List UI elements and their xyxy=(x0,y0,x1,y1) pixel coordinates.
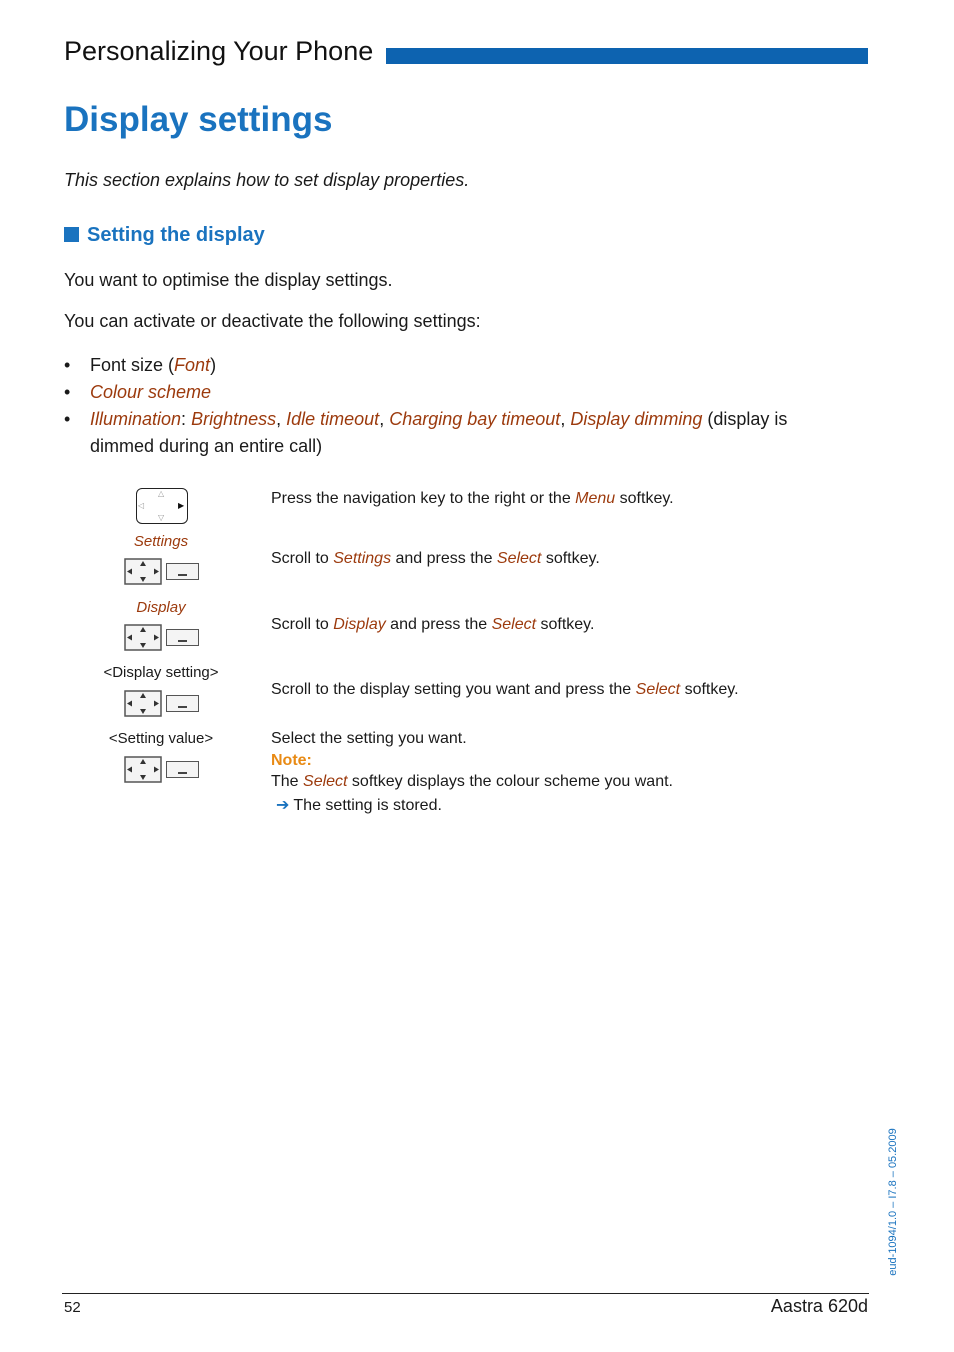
nav-softkey-pair xyxy=(124,624,200,651)
term-settings: Settings xyxy=(333,550,392,567)
navigation-cross-icon xyxy=(124,558,162,585)
product-name: Aastra 620d xyxy=(770,1296,868,1316)
page-title: Display settings xyxy=(64,100,333,139)
nav-softkey-pair xyxy=(124,690,200,717)
term-select: Select xyxy=(303,773,348,790)
nav-softkey-pair xyxy=(124,756,200,783)
term-charging-bay-timeout: Charging bay timeout xyxy=(389,409,561,429)
footer-divider xyxy=(62,1293,869,1294)
separator: : xyxy=(181,409,192,429)
navigation-cross-icon xyxy=(124,624,162,651)
navigation-cross-icon xyxy=(124,756,162,783)
intro-text: This section explains how to set display properties. xyxy=(64,170,470,190)
separator: , xyxy=(276,409,287,429)
step-4-text: Scroll to the display setting you want and press the Select softkey. xyxy=(271,681,739,698)
note-label: Note: xyxy=(271,752,312,769)
bullet-text: (display is xyxy=(702,409,788,429)
navigation-cross-icon xyxy=(124,690,162,717)
separator: , xyxy=(560,409,571,429)
term-idle-timeout: Idle timeout xyxy=(286,409,380,429)
term-display: Display xyxy=(333,616,386,633)
softkey-icon xyxy=(166,629,199,646)
step-4-label: <Display setting> xyxy=(103,664,219,681)
bullet-icon: • xyxy=(64,409,71,429)
bullet-icon: • xyxy=(64,355,71,375)
term-illumination: Illumination xyxy=(90,409,182,429)
navigation-key-icon: △ ▽ ◁ ▶ xyxy=(136,488,188,524)
term-colour-scheme: Colour scheme xyxy=(90,382,212,402)
term-select: Select xyxy=(496,550,542,567)
step-3-label: Display xyxy=(136,599,186,616)
nav-softkey-pair xyxy=(124,558,200,585)
term-display-dimming: Display dimming xyxy=(570,409,703,429)
document-id: eud-1094/1.0 – I7.8 – 05.2009 xyxy=(887,1128,899,1276)
note-text: The Select softkey displays the colour scheme you want. xyxy=(271,773,673,790)
separator: , xyxy=(379,409,390,429)
step-5-label: <Setting value> xyxy=(108,730,214,747)
bullet-text: dimmed during an entire call) xyxy=(90,436,323,456)
step-5-text: Select the setting you want. xyxy=(271,730,467,747)
softkey-icon xyxy=(166,761,199,778)
bullet-text: Font size ( xyxy=(90,355,175,375)
softkey-icon xyxy=(166,563,199,580)
term-brightness: Brightness xyxy=(191,409,277,429)
term-select: Select xyxy=(491,616,537,633)
bullet-text: ) xyxy=(210,355,217,375)
term-font: Font xyxy=(174,355,211,375)
chapter-title: Personalizing Your Phone xyxy=(64,36,374,66)
result-text: The setting is stored. xyxy=(293,797,442,814)
step-2-text: Scroll to Settings and press the Select softkey. xyxy=(271,550,600,567)
section-heading-text: Setting the display xyxy=(87,224,265,246)
arrow-right-icon: ➔ xyxy=(276,797,290,814)
step-3-text: Scroll to Display and press the Select softkey. xyxy=(271,616,595,633)
paragraph-1: You want to optimise the display settings. xyxy=(64,270,393,290)
softkey-icon xyxy=(166,695,199,712)
result-line xyxy=(276,795,442,815)
term-select: Select xyxy=(635,681,681,698)
page-number: 52 xyxy=(64,1299,81,1316)
bullet-icon: • xyxy=(64,382,71,402)
step-2-label: Settings xyxy=(133,533,189,550)
paragraph-2: You can activate or deactivate the following settings: xyxy=(64,311,481,331)
step-1-text: Press the navigation key to the right or the Menu softkey. xyxy=(271,490,674,507)
term-menu: Menu xyxy=(575,490,616,507)
